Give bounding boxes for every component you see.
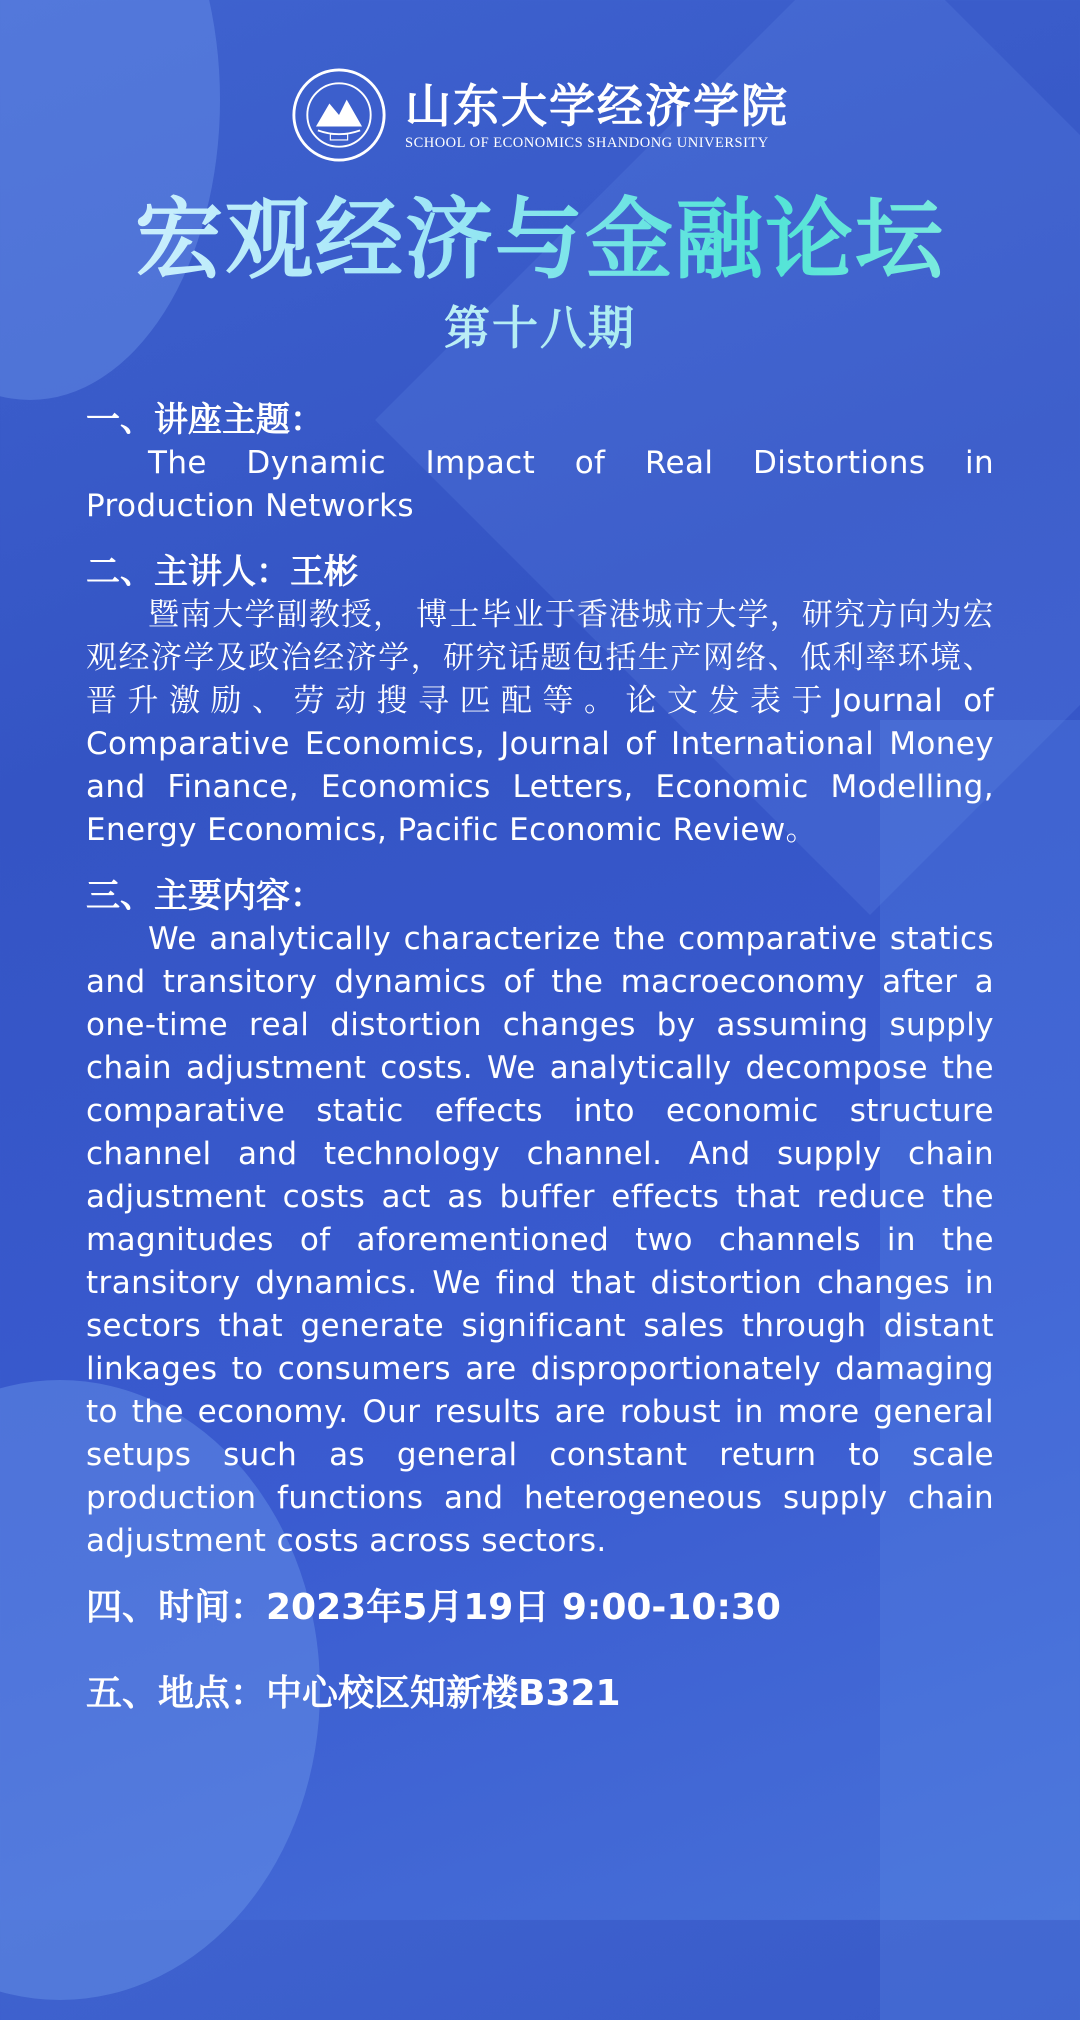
speaker-section bbox=[86, 550, 994, 852]
topic-section bbox=[86, 398, 994, 528]
location-line: 五、地点：中心校区知新楼B321 bbox=[86, 1673, 621, 1714]
forum-issue: 第十八期 bbox=[0, 300, 1080, 356]
school-name-en: SCHOOL OF ECONOMICS SHANDONG UNIVERSITY bbox=[405, 134, 769, 151]
university-emblem-icon bbox=[291, 67, 387, 163]
poster-content bbox=[86, 398, 994, 1717]
content-abstract: We analytically characterize the comparative statics and transitory dynamics of the macroeconomy after a one-time real distortion changes by assuming supply chain adjustment costs. We analytically decompose the comparative static effects into economic structure channel and technology channel. And supply chain adjustment costs act as buffer effects that reduce the magnitudes of aforementioned two channels in the transitory dynamics. We find that distortion changes in sectors that generate significant sales through distant linkages to consumers are disproportionately damaging to the economy. Our results are robust in more general setups such as general constant return to scale production functions and heterogeneous supply chain adjustment costs across sectors. bbox=[86, 921, 994, 1559]
content-heading: 三、主要内容： bbox=[86, 876, 324, 916]
speaker-bio: 暨南大学副教授， 博士毕业于香港城市大学，研究方向为宏观经济学及政治经济学，研究话题包括生产网络、低利率环境、晋升激励、劳动搜寻匹配等。论文发表于Journal of Comparative Economics, Journal of International Money and Finance, Economics Letters, Economic Modelling, Energy Economics, Pacific Economic Review。 bbox=[86, 597, 994, 848]
time-line: 四、时间：2023年5月19日 9:00-10:30 bbox=[86, 1587, 781, 1628]
topic-heading: 一、讲座主题： bbox=[86, 400, 324, 440]
school-name-cn: 山东大学经济学院 bbox=[405, 78, 789, 133]
content-section bbox=[86, 874, 994, 1563]
forum-title: 宏观经济与金融论坛 bbox=[0, 190, 1080, 290]
topic-text: The Dynamic Impact of Real Distortions in Production Networks bbox=[86, 445, 994, 524]
header bbox=[0, 55, 1080, 175]
school-brand bbox=[405, 79, 789, 152]
speaker-heading: 二、主讲人：王彬 bbox=[86, 552, 358, 592]
